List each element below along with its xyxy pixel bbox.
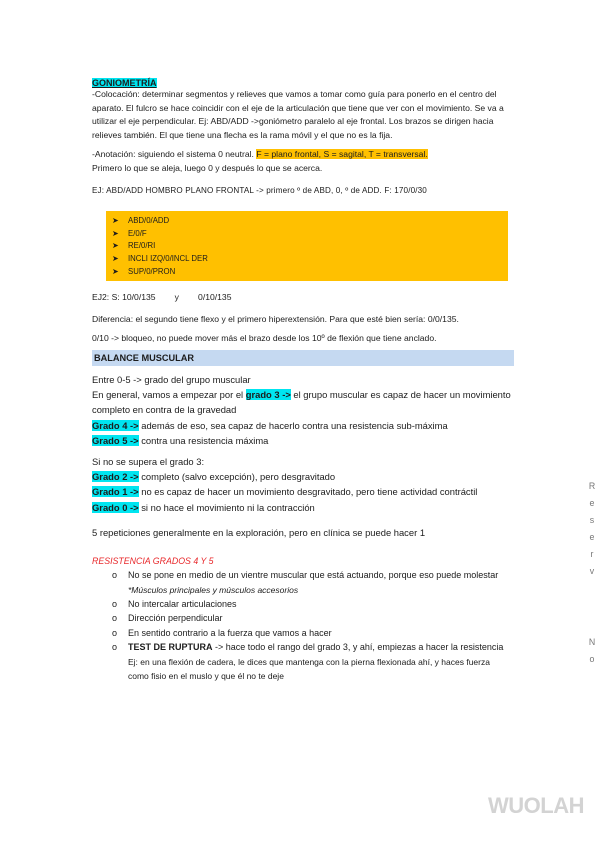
arrow-bullet-icon: ➤ — [112, 228, 119, 238]
circle-bullet-icon: o — [112, 569, 118, 580]
list-item: ➤ E/0/F — [112, 228, 508, 241]
circle-bullet-icon: o — [112, 613, 118, 624]
sub-note: *Músculos principales y músculos accesorios — [128, 584, 299, 595]
diferencia-paragraph: Diferencia: el segundo tiene flexo y el primero hiperextensión. Para que esté bien sería: 0/0/135. — [92, 313, 459, 324]
list-item: o En sentido contrario a la fuerza que vamos a hacer — [112, 626, 512, 641]
goniometria-title: GONIOMETRÍA — [92, 78, 157, 88]
circle-bullet-icon: o — [112, 598, 118, 609]
side-text-no: N o — [588, 637, 596, 664]
grado-2-line: Grado 2 -> completo (salvo excepción), pero desgravitado — [92, 471, 336, 483]
circle-bullet-icon: o — [112, 627, 118, 638]
arrow-bullet-icon: ➤ — [112, 241, 119, 251]
circle-bullet-icon: o — [112, 642, 118, 653]
arrow-bullet-icon: ➤ — [112, 266, 119, 276]
colocacion-paragraph: -Colocación: determinar segmentos y relieves que vamos a tomar como guía para ponerlo en el centro del aparato. El fulcro se hace coincidir con el eje de la articulación que tiene que ver con el movimiento. Se va a utilizar el eje perpendicular. Ej: ABD/ADD ->goniómetro paralelo al eje frontal. Los brazos se dirigen hacia relieves también. El que tiene una flecha es la rama móvil y el que no es la fija. — [92, 89, 504, 140]
bloqueo-paragraph: 0/10 -> bloqueo, no puede mover más el brazo desde los 10º de flexión que tiene anclado. — [92, 333, 437, 344]
list-item: o TEST DE RUPTURA -> hace todo el rango del grado 3, y ahí, empiezas a hacer la resistencia — [112, 640, 512, 655]
balance-muscular-heading: BALANCE MUSCULAR — [92, 350, 514, 366]
notation-list-box — [106, 211, 508, 281]
repeticiones-line: 5 repeticiones generalmente en la exploración, pero en clínica se puede hacer 1 — [92, 526, 426, 538]
wuolah-watermark: WUOLAH — [488, 793, 584, 818]
example-abd-add: EJ: ABD/ADD HOMBRO PLANO FRONTAL -> primero º de ABD, 0, º de ADD. F: 170/0/30 — [92, 185, 427, 195]
list-item: o Dirección perpendicular — [112, 611, 512, 626]
anotacion-paragraph: -Anotación: siguiendo el sistema 0 neutral. F = plano frontal, S = sagital, T = transversal. Primero lo que se aleja, luego 0 y después lo que se acerca. — [92, 149, 428, 173]
si-no-line: Si no se supera el grado 3: — [92, 455, 205, 467]
test-example: Ej: en una flexión de cadera, le dices que mantenga con la pierna flexionada ahí, y haces fuerza como fisio en el muslo y que él no te deje — [128, 656, 490, 681]
side-text-reserv: R e s e r v — [588, 481, 596, 576]
example-2: EJ2: S: 10/0/135 y 0/10/135 — [92, 292, 232, 303]
arrow-bullet-icon: ➤ — [112, 253, 119, 263]
grado-0-line: Grado 0 -> si no hace el movimiento ni la contracción — [92, 501, 315, 513]
plane-highlight: F = plano frontal, S = sagital, T = transversal. — [256, 149, 428, 160]
resistencia-heading: RESISTENCIA GRADOS 4 Y 5 — [92, 555, 214, 566]
list-item: ➤ SUP/0/PRON — [112, 266, 508, 279]
document-page — [92, 78, 512, 683]
arrow-bullet-icon: ➤ — [112, 216, 119, 226]
list-item: o No intercalar articulaciones — [112, 597, 512, 612]
resistencia-list — [112, 568, 512, 683]
grado-5-line: Grado 5 -> contra una resistencia máxima — [92, 434, 269, 446]
list-item: ➤ RE/0/RI — [112, 240, 508, 253]
list-item: ➤ ABD/0/ADD — [112, 215, 508, 228]
general-paragraph: En general, vamos a empezar por el grado 3 -> el grupo muscular es capaz de hacer un movimiento completo en contra de la gravedad — [92, 389, 511, 416]
grado-4-line: Grado 4 -> además de eso, sea capaz de hacerlo contra una resistencia sub-máxima — [92, 419, 448, 431]
list-item: o No se pone en medio de un vientre muscular que está actuando, porque eso puede molestar — [112, 568, 512, 583]
entre-line: Entre 0-5 -> grado del grupo muscular — [92, 373, 251, 385]
list-item: ➤ INCLI IZQ/0/INCL DER — [112, 253, 508, 266]
grado-1-line: Grado 1 -> no es capaz de hacer un movimiento desgravitado, pero tiene actividad contráctil — [92, 486, 478, 498]
